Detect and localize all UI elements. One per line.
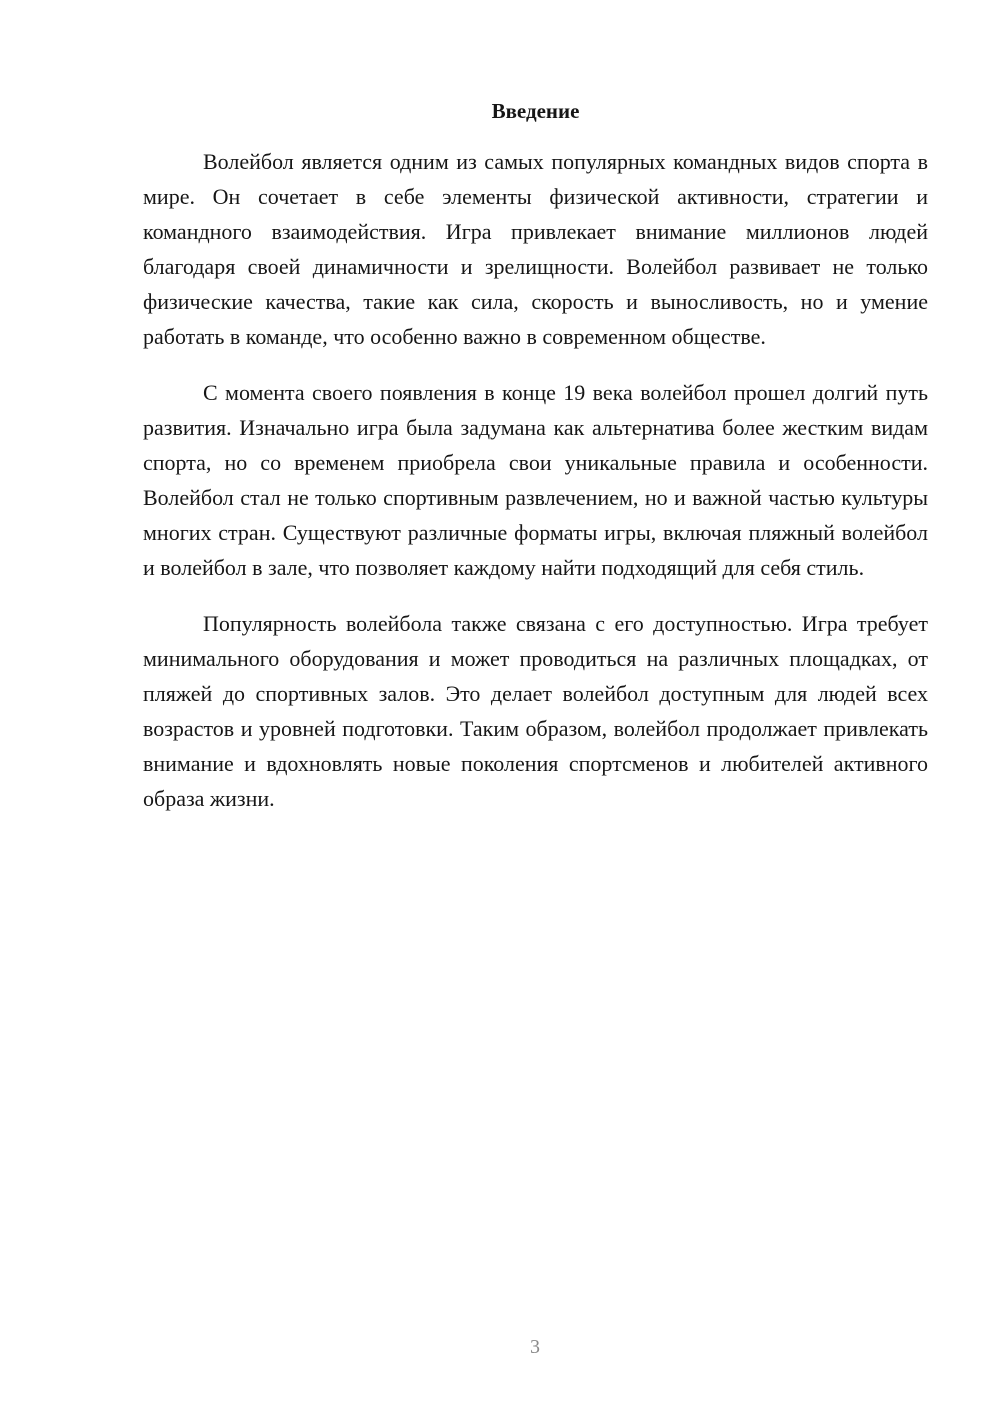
paragraph-2: С момента своего появления в конце 19 века волейбол прошел долгий путь развития. Изначально игра была задумана как альтернатива более жестким видам спорта, но со временем приобрела свои уникальные правила и особенности. Волейбол стал не только спортивным развлечением, но и важной частью культуры многих стран. Существуют различные форматы игры, включая пляжный волейбол и волейбол в зале, что позволяет каждому найти подходящий для себя стиль. xyxy=(143,380,928,580)
paragraph-1: Волейбол является одним из самых популярных командных видов спорта в мире. Он сочетает в себе элементы физической активности, стратегии и командного взаимодействия. Игра привлекает внимание миллионов людей благодаря своей динамичности и зрелищности. Волейбол развивает не только физические качества, такие как сила, скорость и выносливость, но и умение работать в команде, что особенно важно в современном обществе. xyxy=(143,149,928,349)
page-content xyxy=(143,96,928,816)
section-heading: Введение xyxy=(491,99,580,123)
paragraph-3: Популярность волейбола также связана с его доступностью. Игра требует минимального оборудования и может проводиться на различных площадках, от пляжей до спортивных залов. Это делает волейбол доступным для людей всех возрастов и уровней подготовки. Таким образом, волейбол продолжает привлекать внимание и вдохновлять новые поколения спортсменов и любителей активного образа жизни. xyxy=(143,611,928,811)
page-number: 3 xyxy=(530,1336,540,1358)
